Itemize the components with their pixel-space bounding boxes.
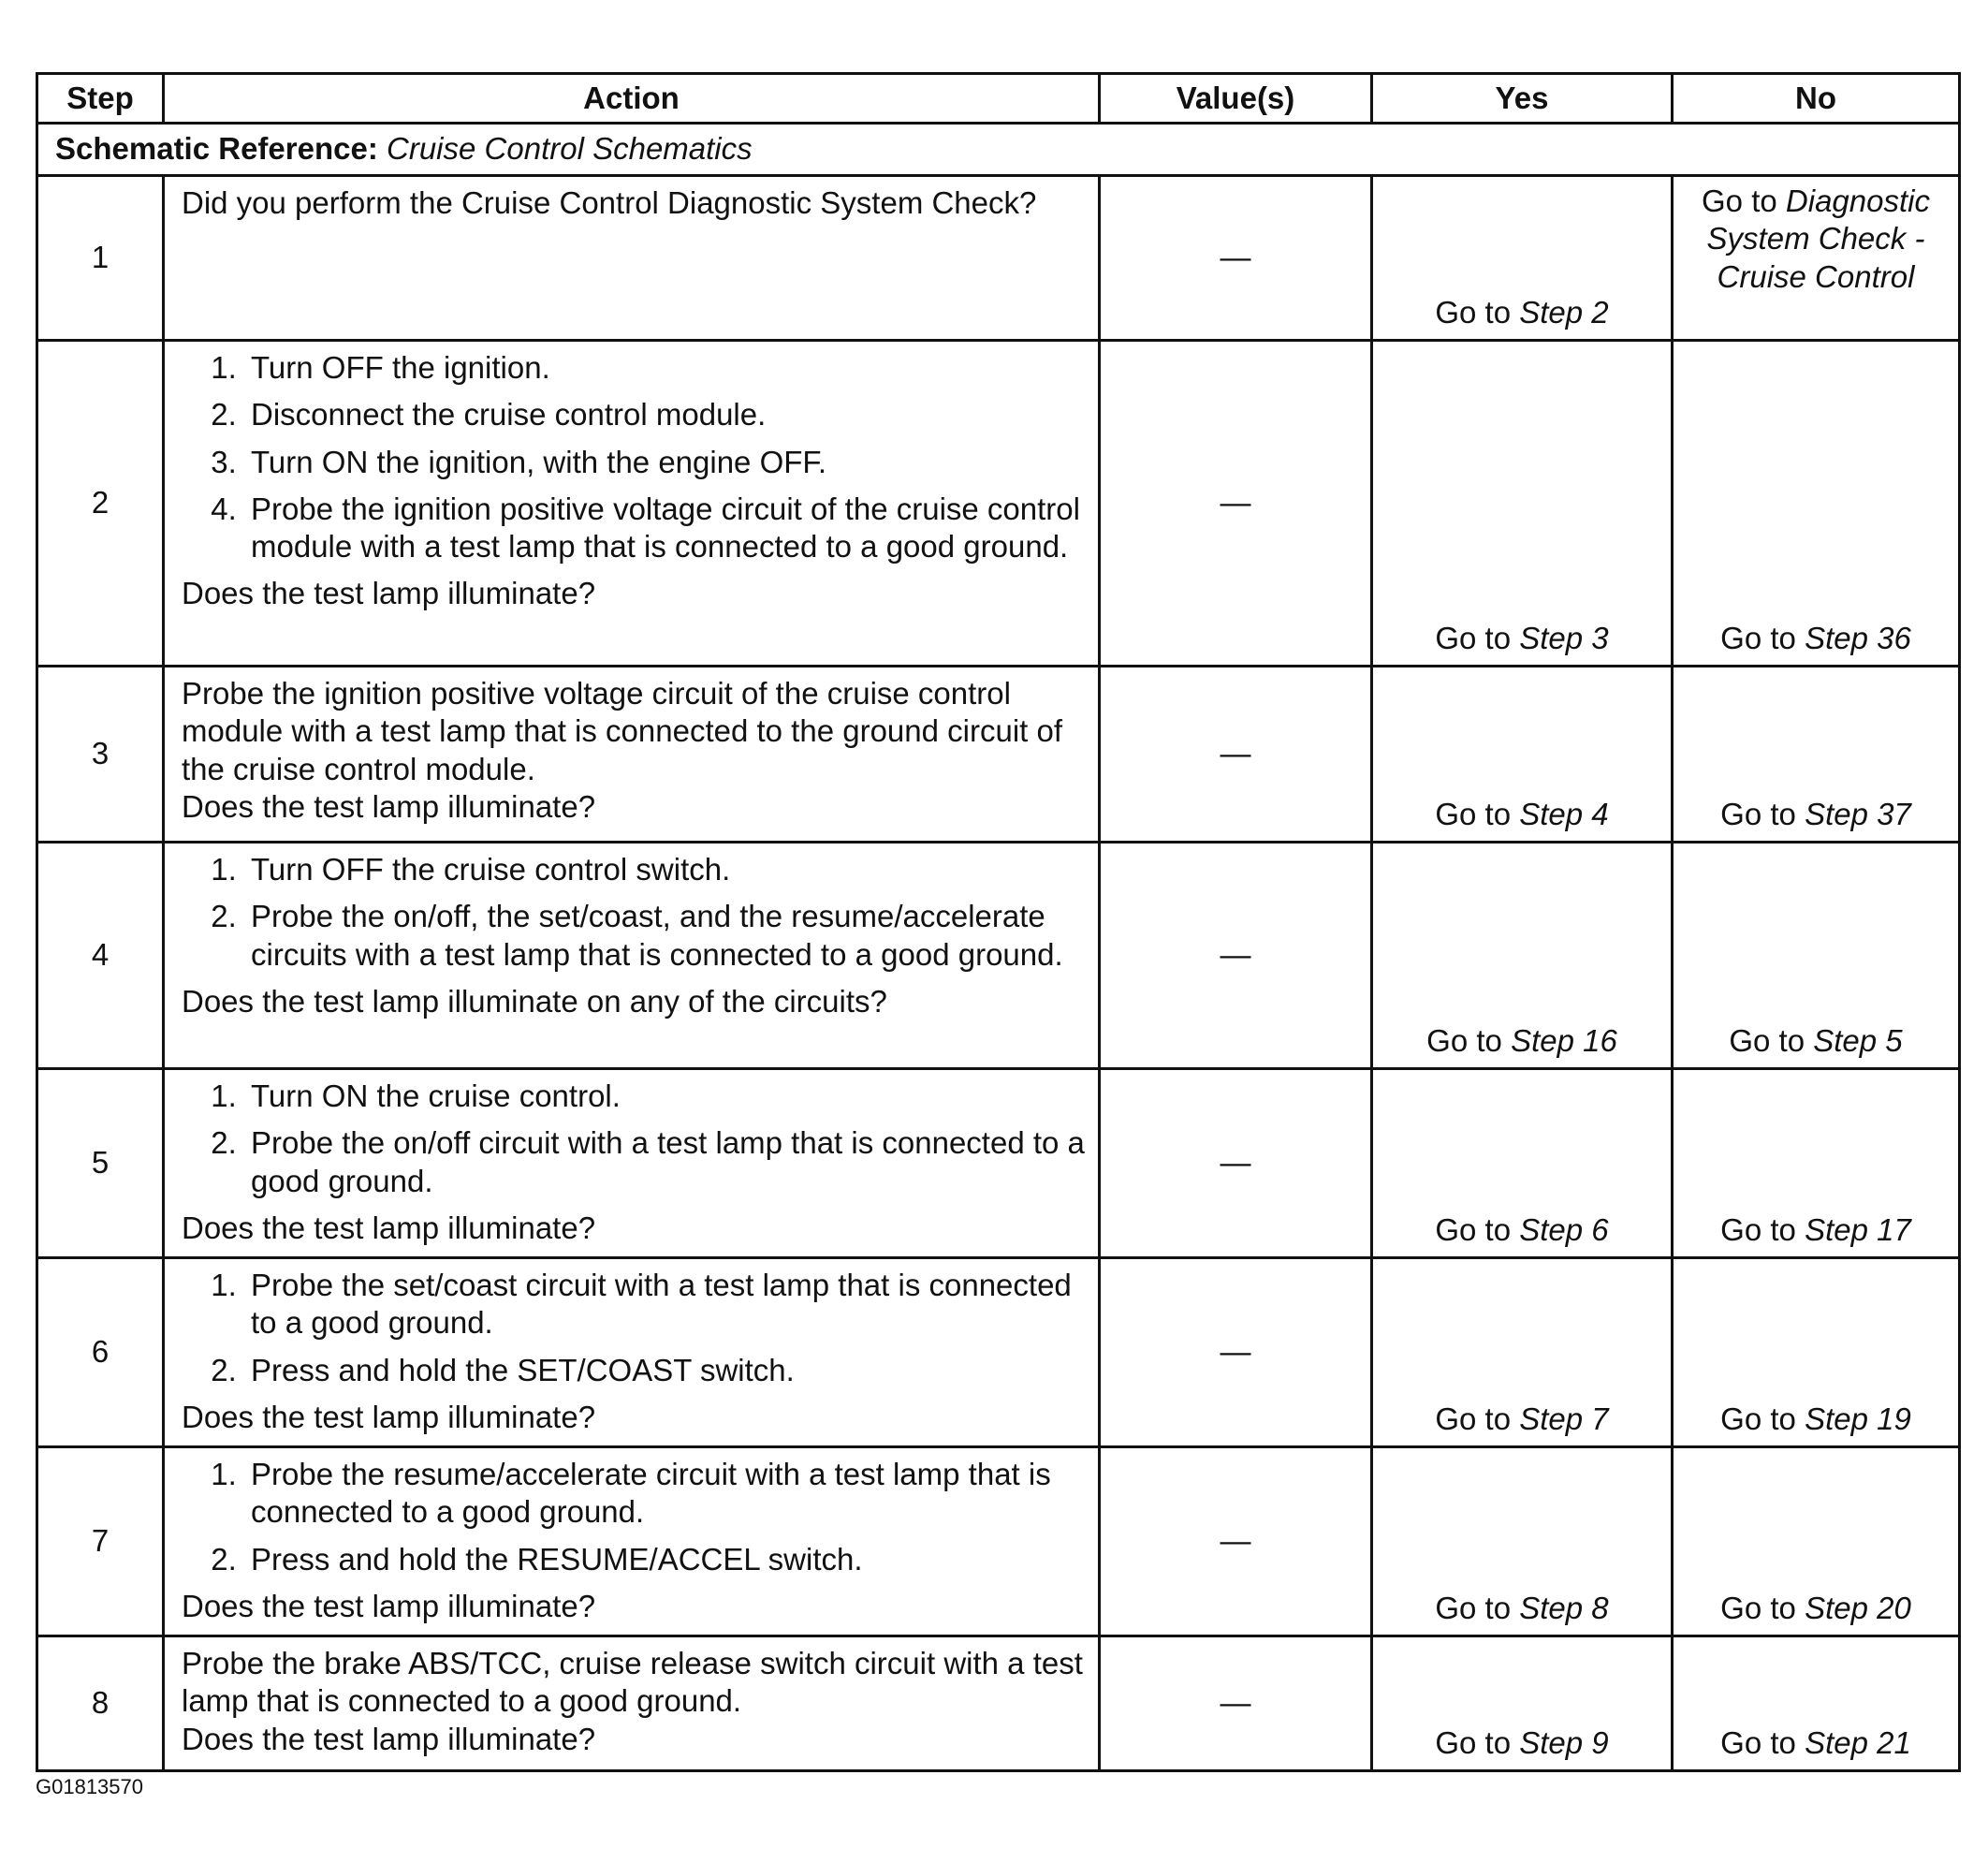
- no-cell: [1673, 1258, 1960, 1447]
- diagnostic-table: [36, 72, 1961, 1772]
- yes-goto-link[interactable]: Step 7: [1519, 1401, 1609, 1436]
- yes-goto-link[interactable]: Step 16: [1511, 1022, 1617, 1058]
- no-goto-prefix: Go to: [1720, 1211, 1796, 1247]
- action-step-item: 2. Probe the on/off, the set/coast, and the resume/accelerate circuits with a test lamp that is connected to a good ground.: [245, 898, 1087, 974]
- table-row: [37, 176, 1960, 341]
- value-cell: —: [1100, 1258, 1372, 1447]
- action-step-item: 1. Probe the set/coast circuit with a test lamp that is connected to a good ground.: [245, 1267, 1087, 1342]
- value-cell: —: [1100, 1069, 1372, 1258]
- yes-goto-link[interactable]: Step 9: [1519, 1724, 1609, 1760]
- action-text: Probe the ignition positive voltage circuit of the cruise control module with a test lamp that is connected to the ground circuit of the cruise control module.: [182, 676, 1063, 786]
- value-cell: —: [1100, 1447, 1372, 1636]
- yes-goto-link[interactable]: Step 8: [1519, 1590, 1609, 1625]
- action-step-item: 2. Disconnect the cruise control module.: [245, 396, 1087, 433]
- action-step-item: 2. Probe the on/off circuit with a test lamp that is connected to a good ground.: [245, 1124, 1087, 1200]
- no-goto-link[interactable]: Step 37: [1805, 796, 1911, 831]
- table-row: [37, 1258, 1960, 1447]
- action-cell: [164, 843, 1100, 1069]
- yes-goto-prefix: Go to: [1435, 1401, 1512, 1436]
- yes-cell: [1372, 843, 1673, 1069]
- no-goto-prefix: Go to: [1720, 796, 1796, 831]
- header-no: No: [1673, 74, 1960, 124]
- yes-goto-prefix: Go to: [1435, 1590, 1512, 1625]
- yes-goto-prefix: Go to: [1435, 796, 1512, 831]
- action-step-item: 4. Probe the ignition positive voltage circuit of the cruise control module with a test lamp that is connected to a good ground.: [245, 491, 1087, 566]
- step-number: 2: [37, 341, 164, 667]
- no-cell: [1673, 1069, 1960, 1258]
- no-goto-link[interactable]: Step 36: [1805, 620, 1911, 655]
- schematic-reference-link[interactable]: Cruise Control Schematics: [387, 131, 753, 167]
- action-step-item: 1. Probe the resume/accelerate circuit with a test lamp that is connected to a good ground.: [245, 1456, 1087, 1532]
- yes-goto-link[interactable]: Step 6: [1519, 1211, 1609, 1247]
- action-question: Does the test lamp illuminate?: [182, 1721, 596, 1756]
- value-cell: —: [1100, 176, 1372, 341]
- header-step: Step: [37, 74, 164, 124]
- action-question: Does the test lamp illuminate?: [182, 1399, 596, 1434]
- table-row: [37, 667, 1960, 843]
- step-number: 5: [37, 1069, 164, 1258]
- no-cell: [1673, 1447, 1960, 1636]
- action-cell: [164, 667, 1100, 843]
- step-number: 1: [37, 176, 164, 341]
- table-header-row: [37, 74, 1960, 124]
- value-cell: —: [1100, 667, 1372, 843]
- action-question: Does the test lamp illuminate?: [182, 576, 596, 611]
- no-goto-link[interactable]: Step 17: [1805, 1211, 1911, 1247]
- no-cell: [1673, 667, 1960, 843]
- action-cell: [164, 176, 1100, 341]
- action-steps-list: [182, 1267, 1087, 1389]
- action-step-item: 1. Turn OFF the ignition.: [245, 349, 1087, 387]
- yes-goto-prefix: Go to: [1435, 1724, 1512, 1760]
- action-step-item: 1. Turn OFF the cruise control switch.: [245, 851, 1087, 888]
- table-row: [37, 1069, 1960, 1258]
- action-text: Did you perform the Cruise Control Diagnostic System Check?: [182, 185, 1037, 220]
- action-steps-list: [182, 349, 1087, 565]
- yes-cell: [1372, 176, 1673, 341]
- yes-cell: [1372, 1258, 1673, 1447]
- yes-goto-prefix: Go to: [1435, 620, 1512, 655]
- no-cell: [1673, 1636, 1960, 1771]
- schematic-reference-row: [37, 124, 1960, 176]
- no-goto-prefix: Go to: [1720, 1590, 1796, 1625]
- action-steps-list: [182, 851, 1087, 974]
- action-step-item: 2. Press and hold the SET/COAST switch.: [245, 1352, 1087, 1389]
- action-step-item: 1. Turn ON the cruise control.: [245, 1078, 1087, 1115]
- value-cell: —: [1100, 1636, 1372, 1771]
- action-cell: [164, 1636, 1100, 1771]
- yes-goto-link[interactable]: Step 3: [1519, 620, 1609, 655]
- action-cell: [164, 1258, 1100, 1447]
- action-cell: [164, 1447, 1100, 1636]
- step-number: 7: [37, 1447, 164, 1636]
- value-cell: —: [1100, 341, 1372, 667]
- no-cell: [1673, 843, 1960, 1069]
- no-goto-prefix: Go to: [1720, 1401, 1796, 1436]
- no-cell: [1673, 176, 1960, 341]
- action-steps-list: [182, 1456, 1087, 1578]
- action-question: Does the test lamp illuminate?: [182, 1588, 596, 1623]
- table-row: [37, 843, 1960, 1069]
- no-goto-link[interactable]: Diagnostic System Check - Cruise Control: [1706, 183, 1930, 294]
- step-number: 8: [37, 1636, 164, 1771]
- yes-goto-link[interactable]: Step 2: [1519, 294, 1609, 330]
- schematic-reference-label: Schematic Reference:: [55, 131, 378, 167]
- no-goto-link[interactable]: Step 5: [1813, 1022, 1903, 1058]
- value-cell: —: [1100, 843, 1372, 1069]
- no-goto-link[interactable]: Step 19: [1805, 1401, 1911, 1436]
- table-row: [37, 1636, 1960, 1771]
- yes-goto-prefix: Go to: [1426, 1022, 1502, 1058]
- no-goto-prefix: Go to: [1720, 1724, 1796, 1760]
- no-goto-prefix: Go to: [1729, 1022, 1805, 1058]
- step-number: 3: [37, 667, 164, 843]
- action-step-item: 3. Turn ON the ignition, with the engine OFF.: [245, 444, 1087, 481]
- figure-id: G01813570: [36, 1775, 143, 1798]
- yes-cell: [1372, 1636, 1673, 1771]
- action-cell: [164, 341, 1100, 667]
- table-row: [37, 341, 1960, 667]
- action-text: Probe the brake ABS/TCC, cruise release switch circuit with a test lamp that is connected to a good ground.: [182, 1646, 1083, 1719]
- yes-cell: [1372, 1069, 1673, 1258]
- action-question: Does the test lamp illuminate on any of the circuits?: [182, 983, 887, 1019]
- action-cell: [164, 1069, 1100, 1258]
- header-action: Action: [164, 74, 1100, 124]
- action-steps-list: [182, 1078, 1087, 1200]
- table-row: [37, 1447, 1960, 1636]
- no-goto-link[interactable]: Step 21: [1805, 1724, 1911, 1760]
- no-goto-link[interactable]: Step 20: [1805, 1590, 1911, 1625]
- header-values: Value(s): [1100, 74, 1372, 124]
- no-goto-prefix: Go to: [1702, 183, 1777, 218]
- yes-goto-prefix: Go to: [1435, 294, 1512, 330]
- yes-cell: [1372, 1447, 1673, 1636]
- yes-cell: [1372, 667, 1673, 843]
- step-number: 6: [37, 1258, 164, 1447]
- no-cell: [1673, 341, 1960, 667]
- no-goto-prefix: Go to: [1720, 620, 1796, 655]
- table-body: [37, 124, 1960, 1771]
- step-number: 4: [37, 843, 164, 1069]
- yes-goto-prefix: Go to: [1435, 1211, 1512, 1247]
- yes-goto-link[interactable]: Step 4: [1519, 796, 1609, 831]
- action-step-item: 2. Press and hold the RESUME/ACCEL switch.: [245, 1541, 1087, 1578]
- schematic-reference: [37, 124, 1960, 176]
- action-question: Does the test lamp illuminate?: [182, 788, 596, 824]
- header-yes: Yes: [1372, 74, 1673, 124]
- action-question: Does the test lamp illuminate?: [182, 1210, 596, 1245]
- yes-cell: [1372, 341, 1673, 667]
